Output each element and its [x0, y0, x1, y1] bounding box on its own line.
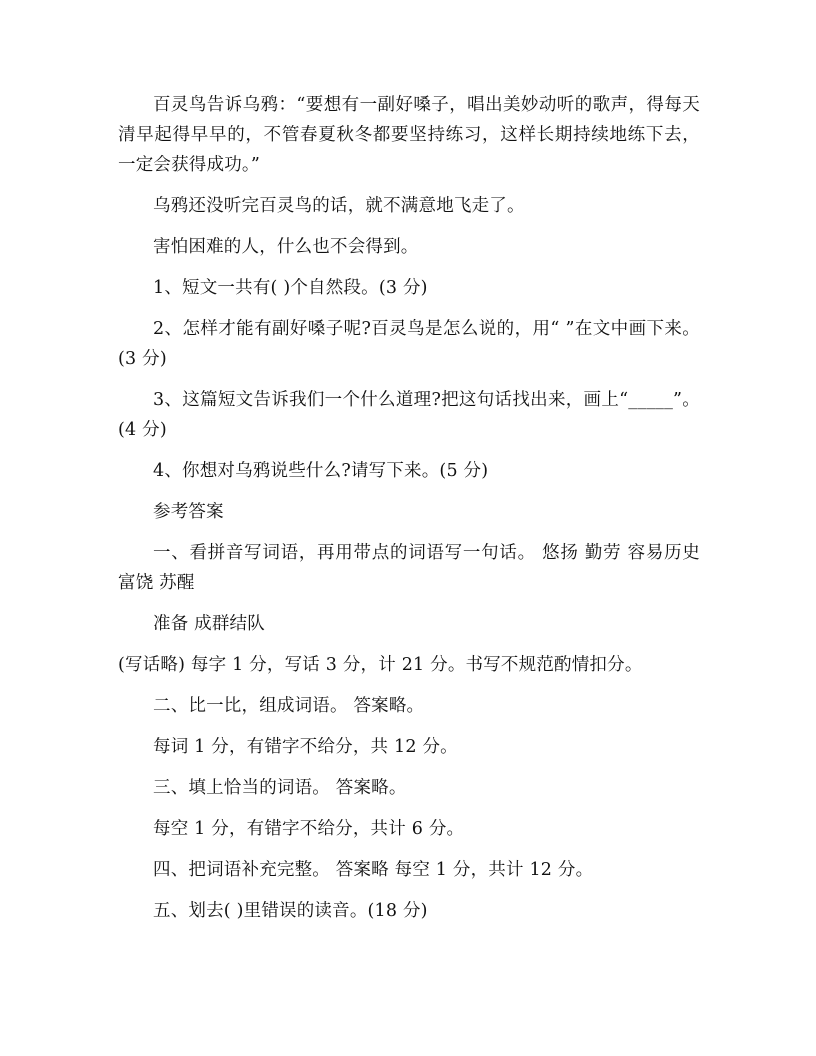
question-1: 1、短文一共有( )个自然段。(3 分) [153, 278, 428, 298]
story-paragraph-3: 害怕困难的人，什么也不会得到。 [153, 237, 419, 257]
story-paragraph-1: 百灵鸟告诉乌鸦：“要想有一副好嗓子，唱出美妙动听的歌声，得每天清早起得早早的，不管春夏秋冬都要坚持练习，这样长期持续地练下去，一定会获得成功。” [118, 95, 700, 175]
answer-section-3: 三、填上恰当的词语。 答案略。 [153, 778, 407, 798]
answer-section-2: 二、比一比，组成词语。 答案略。 [153, 696, 425, 716]
answer-section-3-scoring: 每空 1 分，有错字不给分，共计 6 分。 [153, 819, 465, 839]
question-4: 4、你想对乌鸦说些什么?请写下来。(5 分) [153, 461, 489, 481]
answer-section-2-scoring: 每词 1 分，有错字不给分，共 12 分。 [153, 737, 458, 757]
answer-section-1-words: 准备 成群结队 [153, 614, 265, 634]
answer-section-1-scoring: (写话略) 每字 1 分，写话 3 分，计 21 分。书写不规范酌情扣分。 [118, 655, 643, 675]
story-paragraph-2: 乌鸦还没听完百灵鸟的话，就不满意地飞走了。 [153, 196, 525, 216]
question-3: 3、这篇短文告诉我们一个什么道理?把这句话找出来，画上“_____”。(4 分) [118, 390, 700, 440]
answer-section-4: 四、把词语补充完整。 答案略 每空 1 分，共计 12 分。 [153, 860, 594, 880]
answer-key-heading: 参考答案 [153, 502, 224, 522]
answer-section-1: 一、看拼音写词语，再用带点的词语写一句话。 悠扬 勤劳 容易历史 富饶 苏醒 [118, 543, 700, 593]
document-page [118, 90, 700, 937]
question-2: 2、怎样才能有副好嗓子呢?百灵鸟是怎么说的，用“ ”在文中画下来。 (3 分) [118, 319, 700, 369]
answer-section-5: 五、划去( )里错误的读音。(18 分) [153, 901, 428, 921]
